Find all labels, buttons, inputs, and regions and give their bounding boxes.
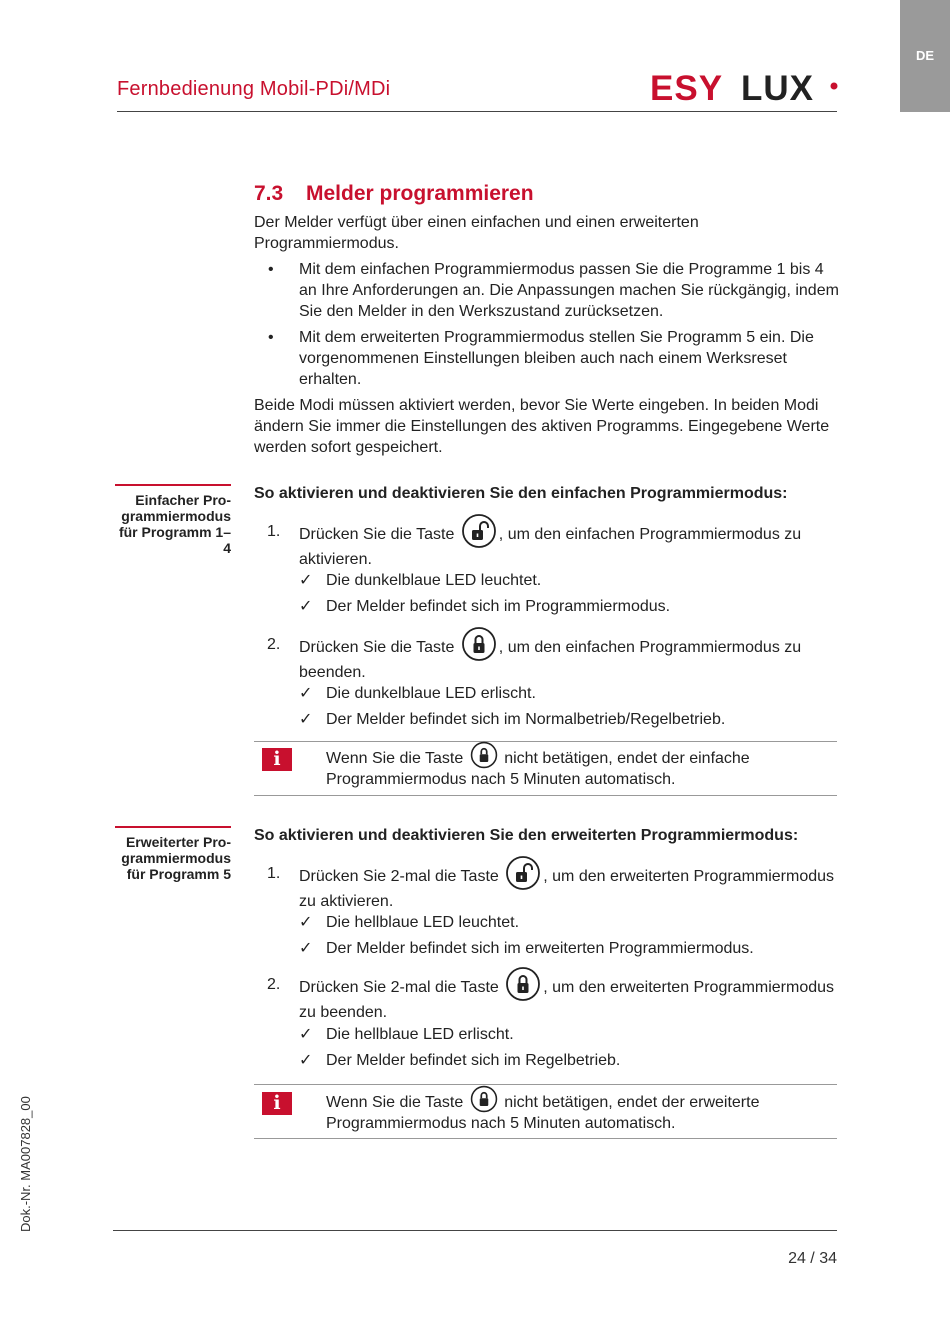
check-icon: ✓ bbox=[299, 940, 313, 957]
section-number: 7.3 bbox=[254, 182, 284, 205]
step-number: 2. bbox=[267, 976, 281, 993]
step-text: , um den erweiterten Programmiermodus zu aktivieren. bbox=[299, 868, 835, 910]
step-text: , um den einfachen Programmiermodus zu beenden. bbox=[299, 639, 802, 681]
language-code: DE bbox=[915, 48, 935, 63]
note-divider bbox=[254, 1138, 837, 1139]
lock-key-icon bbox=[505, 966, 541, 1002]
step-number: 2. bbox=[267, 636, 281, 653]
check-icon: ✓ bbox=[299, 914, 313, 931]
step-text: , um den erweiterten Programmiermodus zu beenden. bbox=[299, 979, 835, 1021]
check-icon: ✓ bbox=[299, 1052, 313, 1069]
info-icon: i bbox=[262, 1092, 292, 1115]
language-tab bbox=[900, 0, 950, 112]
step-text: Drücken Sie 2-mal die Taste bbox=[299, 868, 499, 886]
svg-text:LUX: LUX bbox=[741, 70, 814, 104]
lock-key-icon bbox=[470, 741, 498, 769]
note-divider bbox=[254, 1084, 837, 1085]
info-icon: i bbox=[262, 748, 292, 771]
check-icon: ✓ bbox=[299, 685, 313, 702]
bullet-text: Mit dem erweiterten Programmiermodus stellen Sie Programm 5 ein. Die vorgenommenen Einstellungen bleiben auch nach einem Werksreset erhalten. bbox=[299, 329, 814, 388]
side-label-simple-mode: Einfacher Programmiermodus für Programm 1–4 bbox=[115, 484, 231, 556]
step-text: Drücken Sie die Taste bbox=[299, 526, 455, 544]
note-divider bbox=[254, 795, 837, 796]
note-divider bbox=[254, 741, 837, 742]
step-text: Drücken Sie 2-mal die Taste bbox=[299, 979, 499, 997]
step-number: 1. bbox=[267, 865, 281, 882]
extended-mode-heading: So aktivieren und deaktivieren Sie den erweiterten Programmiermodus: bbox=[254, 827, 799, 844]
bullet-text: Mit dem einfachen Programmiermodus passen Sie die Programme 1 bis 4 an Ihre Anforderungen an. Die Anpassungen machen Sie rückgängig, indem Sie den Melder in den Werkszustand zurücksetzen. bbox=[299, 261, 839, 320]
lock-key-icon bbox=[470, 1085, 498, 1113]
intro-paragraph: Der Melder verfügt über einen einfachen und einen erweiterten Programmiermodus. bbox=[254, 214, 699, 252]
esylux-logo bbox=[650, 70, 840, 104]
bullet-symbol: • bbox=[268, 329, 274, 346]
note-text: Wenn Sie die Taste nicht betätigen, endet der einfache Programmiermodus nach 5 Minuten automatisch. bbox=[326, 748, 836, 790]
simple-mode-heading: So aktivieren und deaktivieren Sie den einfachen Programmiermodus: bbox=[254, 485, 788, 502]
step-text: , um den einfachen Programmiermodus zu aktivieren. bbox=[299, 526, 802, 568]
step-text: Drücken Sie die Taste bbox=[299, 639, 455, 657]
page-number: 24 / 34 bbox=[788, 1250, 837, 1267]
check-icon: ✓ bbox=[299, 1026, 313, 1043]
step-number: 1. bbox=[267, 523, 281, 540]
section-title: Melder programmieren bbox=[306, 182, 534, 205]
check-icon: ✓ bbox=[299, 572, 313, 589]
header-divider bbox=[117, 111, 837, 112]
check-icon: ✓ bbox=[299, 711, 313, 728]
lock-key-icon bbox=[461, 626, 497, 662]
unlock-key-icon bbox=[461, 513, 497, 549]
outro-paragraph: Beide Modi müssen aktiviert werden, bevor Sie Werte eingeben. In beiden Modi ändern Sie immer die Einstellungen des aktiven Programms. Eingegebene Werte werden sofort gespeichert. bbox=[254, 397, 830, 456]
check-icon: ✓ bbox=[299, 598, 313, 615]
section-heading bbox=[254, 182, 534, 206]
footer-divider bbox=[113, 1230, 837, 1231]
bullet-symbol: • bbox=[268, 261, 274, 278]
svg-text:ESY: ESY bbox=[650, 70, 724, 104]
unlock-key-icon bbox=[505, 855, 541, 891]
side-label-extended-mode: Erweiterter Programmiermodus für Programm 5 bbox=[115, 826, 231, 882]
document-number: Dok.-Nr. MA007828_00 bbox=[18, 1096, 33, 1232]
note-text: Wenn Sie die Taste nicht betätigen, endet der erweiterte Programmiermodus nach 5 Minuten automatisch. bbox=[326, 1092, 836, 1134]
document-title: Fernbedienung Mobil-PDi/MDi bbox=[117, 78, 391, 100]
